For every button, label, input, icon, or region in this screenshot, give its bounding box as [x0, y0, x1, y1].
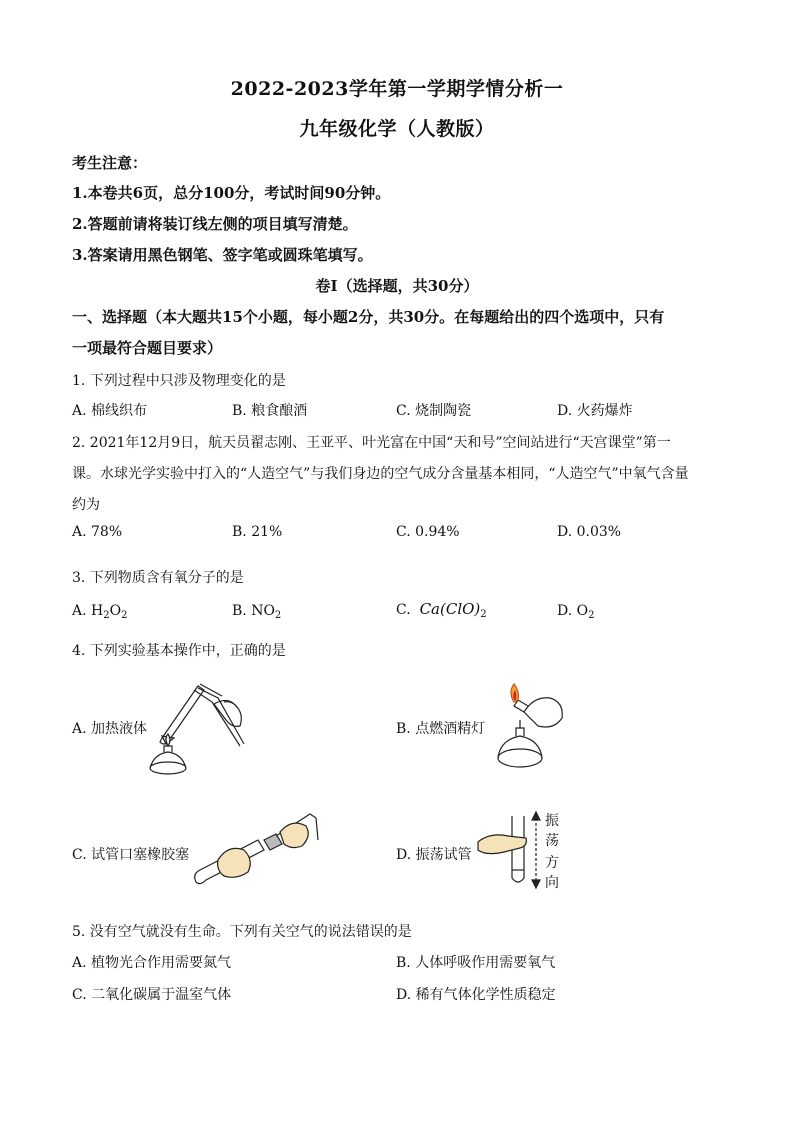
- volume-title: 卷I（选择题，共30分）: [315, 277, 479, 295]
- q5-option-c: C. 二氧化碳属于温室气体: [72, 987, 232, 1003]
- q5-stem: 5. 没有空气就没有生命。下列有关空气的说法错误的是: [72, 924, 412, 940]
- q2-option-a: A. 78%: [72, 524, 123, 540]
- q3-option-b: B. $NO_2$: [232, 603, 282, 621]
- shaking-tube-figure: [476, 812, 536, 892]
- shake-label-2: 荡: [545, 833, 559, 849]
- stopper-tube-figure: [188, 806, 328, 896]
- q3-option-a: A. $H_2O_2$: [72, 603, 128, 621]
- q5-option-b: B. 人体呼吸作用需要氧气: [396, 955, 556, 971]
- section-instruction-2: 一项最符合题目要求）: [72, 339, 223, 357]
- notice-heading: 考生注意：: [72, 154, 148, 172]
- lighting-lamp-figure: [490, 680, 580, 775]
- q4-option-a: A. 加热液体: [72, 721, 148, 737]
- q3-option-d: D. $O_2$: [557, 603, 595, 621]
- page-subtitle: 九年级化学（人教版）: [299, 118, 495, 140]
- page-title: 2022-2023学年第一学期学情分析一: [230, 78, 564, 100]
- notice-item-2: 2.答题前请将装订线左侧的项目填写清楚。: [72, 215, 358, 233]
- shake-label-1: 振: [545, 813, 559, 829]
- notice-item-3: 3.答案请用黑色钢笔、签字笔或圆珠笔填写。: [72, 246, 373, 264]
- q2-option-d: D. 0.03%: [557, 524, 622, 540]
- section-instruction-1: 一、选择题（本大题共15个小题，每小题2分，共30分。在每题给出的四个选项中，只有: [72, 308, 665, 326]
- q3-stem: 3. 下列物质含有氧分子的是: [72, 570, 244, 586]
- q4-option-c: C. 试管口塞橡胶塞: [72, 847, 190, 863]
- shake-label-4: 向: [545, 875, 559, 891]
- q1-stem: 1. 下列过程中只涉及物理变化的是: [72, 373, 286, 389]
- q1-option-a: A. 棉线织布: [72, 403, 148, 419]
- q5-option-d: D. 稀有气体化学性质稳定: [396, 987, 556, 1003]
- q1-option-b: B. 粮食酿酒: [232, 403, 308, 419]
- q5-option-a: A. 植物光合作用需要氮气: [72, 955, 232, 971]
- shake-label-3: 方: [545, 855, 559, 871]
- q4-stem: 4. 下列实验基本操作中，正确的是: [72, 643, 286, 659]
- q1-option-c: C. 烧制陶瓷: [396, 403, 472, 419]
- q4-option-b: B. 点燃酒精灯: [396, 721, 486, 737]
- q4-option-d: D. 振荡试管: [396, 847, 472, 863]
- notice-item-1: 1.本卷共6页，总分100分，考试时间90分钟。: [72, 184, 391, 202]
- q2-stem-line3: 约为: [72, 497, 100, 513]
- heating-liquid-figure: [140, 678, 260, 778]
- q3-option-c: C. $Ca(ClO)_2$: [396, 600, 487, 620]
- shake-direction-arrow: [530, 812, 542, 888]
- q1-option-d: D. 火药爆炸: [557, 403, 633, 419]
- q2-stem-line1: 2. 2021年12月9日，航天员翟志刚、王亚平、叶光富在中国“天和号”空间站进行“天宫课堂”第一: [72, 435, 671, 451]
- q2-stem-line2: 课。水球光学实验中打入的“人造空气”与我们身边的空气成分含量基本相同，“人造空气”中氧气含量: [72, 466, 689, 482]
- q2-option-c: C. 0.94%: [396, 524, 460, 540]
- q2-option-b: B. 21%: [232, 524, 283, 540]
